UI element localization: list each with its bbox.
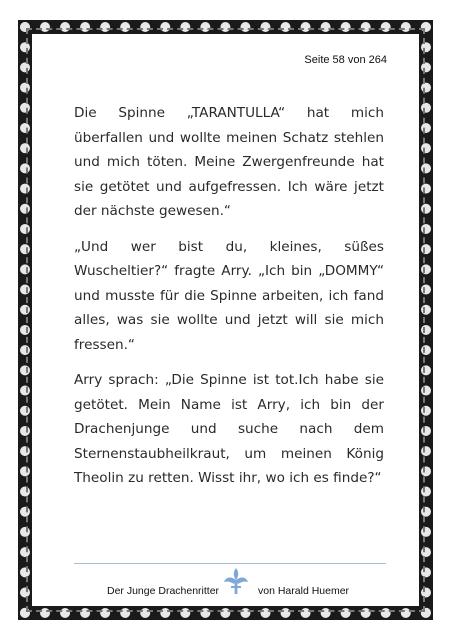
footer-divider	[74, 563, 386, 564]
page-content	[74, 101, 384, 502]
paragraph-1: Die Spinne „TARANTULLA“ hat mich überfallen und wollte meinen Schatz stehlen und mich töten. Meine Zwergenfreunde hat sie getötet und aufgefressen. Ich wäre jetzt der nächste gewesen.“	[74, 105, 384, 219]
fleur-de-lis-icon	[222, 566, 250, 596]
paragraph-2: „Und wer bist du, kleines, süßes Wuscheltier?“ fragte Arry. „Ich bin „DOMMY“ und musste für die Spinne arbeiten, ich fand alles, was sie wollte und jetzt will sie mich fressen.“	[74, 238, 384, 353]
footer-author: von Harald Huemer	[258, 585, 350, 597]
footer-book-title: Der Junge Drachenritter	[107, 585, 220, 597]
page-number: Seite 58 von 264	[304, 54, 387, 66]
paragraph-3: Arry sprach: „Die Spinne ist tot.Ich habe sie getötet. Mein Name ist Arry, ich bin der Drachenjunge und suche nach dem Sternenstaubheilkraut, um meinen König Theolin zu retten. Wisst ihr, wo ich es finde?“	[74, 372, 384, 486]
